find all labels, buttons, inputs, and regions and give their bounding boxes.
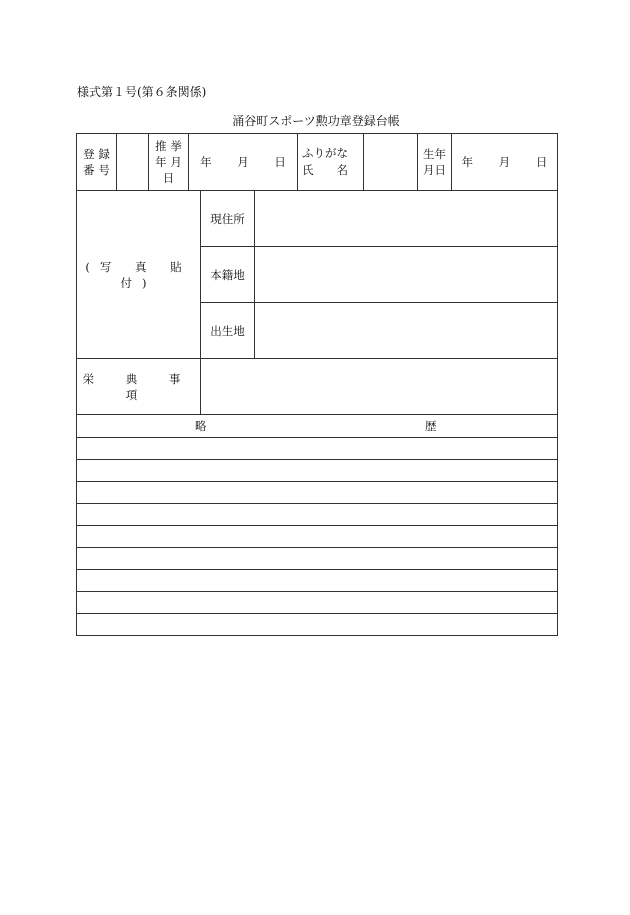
name-value-cell[interactable] (364, 134, 418, 191)
registration-number-label-line1: 登 録 (83, 147, 110, 161)
photo-label: (写 真 貼 付) (85, 259, 192, 290)
history-label-left: 略 (195, 419, 207, 433)
history-entry-cell[interactable] (77, 526, 558, 548)
birth-date-value-cell[interactable] (452, 134, 558, 191)
honors-value-cell[interactable] (201, 359, 558, 415)
history-row (77, 548, 558, 570)
birthplace-value-cell[interactable] (255, 303, 558, 359)
history-row (77, 482, 558, 504)
birth-date-label-line2: 月日 (423, 163, 446, 177)
honors-label-cell (77, 359, 201, 415)
recommendation-date-label-line3: 日 (162, 171, 175, 185)
form-number: 様式第１号(第６条関係) (77, 85, 207, 99)
honors-label: 栄 典 事 項 (82, 371, 195, 402)
recommendation-date-text: 年 月 日 (200, 155, 286, 169)
recommendation-date-value-cell[interactable] (189, 134, 298, 191)
history-row (77, 438, 558, 460)
history-row (77, 504, 558, 526)
registration-number-label-cell (77, 134, 117, 191)
birthplace-label: 出生地 (210, 323, 245, 338)
header-row (77, 134, 558, 191)
registration-ledger-table (76, 133, 558, 636)
name-label: 氏 名 (302, 163, 348, 177)
current-address-row (77, 191, 558, 247)
history-header-cell (77, 415, 558, 438)
domicile-label-cell (201, 247, 255, 303)
history-entry-cell[interactable] (77, 504, 558, 526)
birth-date-text: 年 月 日 (461, 155, 548, 169)
history-entry-cell[interactable] (77, 460, 558, 482)
current-address-value-cell[interactable] (255, 191, 558, 247)
history-entry-cell[interactable] (77, 592, 558, 614)
history-row (77, 570, 558, 592)
registration-number-label-line2: 番 号 (83, 163, 110, 177)
history-entry-cell[interactable] (77, 614, 558, 636)
honors-row (77, 359, 558, 415)
history-row (77, 614, 558, 636)
history-label-right: 歴 (425, 419, 437, 433)
history-row (77, 592, 558, 614)
current-address-label: 現住所 (210, 211, 245, 226)
recommendation-date-label-line1: 推 挙 (155, 139, 182, 153)
history-entry-cell[interactable] (77, 482, 558, 504)
photo-area (77, 191, 201, 359)
history-row (77, 526, 558, 548)
registration-number-value-cell[interactable] (117, 134, 149, 191)
recommendation-date-label-line2: 年 月 (155, 155, 182, 169)
history-entry-cell[interactable] (77, 438, 558, 460)
furigana-label: ふりがな (302, 146, 348, 160)
domicile-value-cell[interactable] (255, 247, 558, 303)
history-entry-cell[interactable] (77, 548, 558, 570)
birthplace-label-cell (201, 303, 255, 359)
current-address-label-cell (201, 191, 255, 247)
history-row (77, 460, 558, 482)
domicile-label: 本籍地 (210, 267, 245, 282)
furigana-name-label-cell (298, 134, 364, 191)
history-entry-cell[interactable] (77, 570, 558, 592)
recommendation-date-label-cell (149, 134, 189, 191)
birth-date-label-line1: 生年 (423, 147, 446, 161)
birth-date-label-cell (418, 134, 452, 191)
document-title: 涌谷町スポーツ勲功章登録台帳 (232, 114, 400, 128)
history-header-row (77, 415, 558, 438)
